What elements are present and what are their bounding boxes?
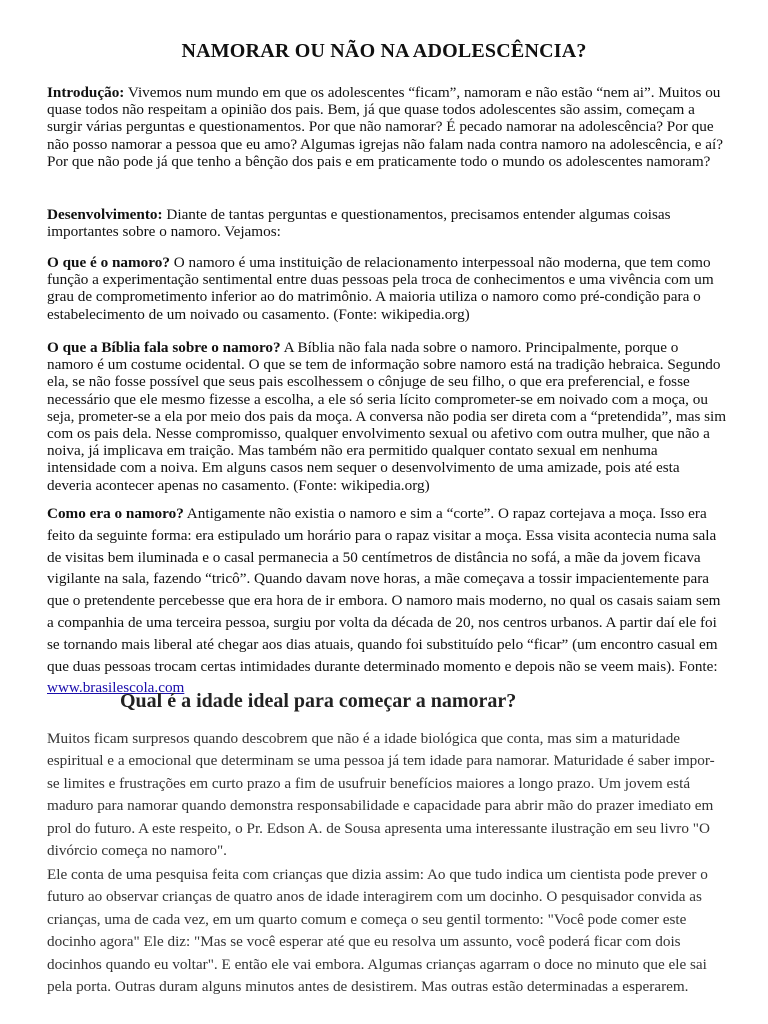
source-link[interactable]: www.brasilescola.com	[47, 679, 185, 697]
development-text: Diante de tantas perguntas e questionamentos, precisamos entender algumas coisas importantes sobre o namoro. Vejamos:	[47, 206, 671, 241]
development-paragraph	[47, 206, 727, 240]
what-is-text: O namoro é uma instituição de relacionamento interpessoal não moderna, que tem como função a experimentação sentimental entre duas pessoas pela troca de conhecimentos e uma vivência com um grau de comprometimento inferior ao do matrimônio. A maioria utiliza o namoro como pré-condição para o estabelecimento de um noivado ou casamento. (Fonte: wikipedia.org)	[47, 254, 714, 323]
research-paragraph: Ele conta de uma pesquisa feita com crianças que dizia assim: Ao que tudo indica um cientista pode prever o futuro ao observar crianças de quatro anos de idade interagirem com um docinho. O pesquisador convida as crianças, uma de cada vez, em um quarto comum e começa o seu gentil tormento: "Você pode comer este docinho agora" Ele diz: "Mas se você esperar até que eu resolva um assunto, você poderá ficar com dois docinhos quando eu voltar". E então ele vai embora. Algumas crianças agarram o doce no minuto que ele sai pela porta. Outras duram alguns minutos antes de desistirem. Mas outras estão determinadas a esperarem.	[47, 866, 708, 996]
intro-label: Introdução:	[47, 84, 125, 101]
how-was-label: Como era o namoro?	[47, 505, 184, 522]
bible-paragraph	[47, 339, 727, 494]
intro-paragraph	[47, 84, 727, 170]
how-was-paragraph	[47, 503, 727, 699]
bible-label: O que a Bíblia fala sobre o namoro?	[47, 339, 281, 356]
intro-text: Vivemos num mundo em que os adolescentes “ficam”, namoram e não estão “nem ai”. Muitos ou quase todos não respeitam a opinião dos pais. Bem, já que quase todos adolescentes são assim, começam a surgir várias perguntas e questionamentos. Por que não namorar? É pecado namorar na adolescência? Por que não posso namorar a pessoa que eu amo? Algumas igrejas não falam nada contra namoro na adolescência, e aí? Por que não pode já que tenho a bênção dos pais e em praticamente todo o mundo os adolescentes namoram?	[47, 84, 723, 170]
how-was-text: Antigamente não existia o namoro e sim a “corte”. O rapaz cortejava a moça. Isso era feito da seguinte forma: era estipulado um horário para o rapaz visitar a moça. Essa visita acontecia numa sala de visitas bem iluminada e o casal permanecia a 50 centímetros de distância no sofá, a mãe da jovem ficava vigilante na sala, fazendo “tricô”. Quando davam nove horas, a mãe começava a tossir impacientemente para que o pretendente percebesse que era hora de ir embora. O namoro mais moderno, no qual os casais saiam sem a companhia de uma terceira pessoa, surgiu por volta da década de 20, nos centros urbanos. A partir daí ele foi se tornando mais liberal até chegar aos dias atuais, quando foi substituído pelo “ficar” (um encontro casual em que duas pessoas trocam certas intimidades durante determinado momento e depois não se veem mais). Fonte:	[47, 505, 721, 675]
what-is-label: O que é o namoro?	[47, 254, 170, 271]
development-label: Desenvolvimento:	[47, 206, 163, 223]
section-subheading: Qual é a idade ideal para começar a namorar?	[120, 690, 517, 712]
page-title: NAMORAR OU NÃO NA ADOLESCÊNCIA?	[181, 40, 587, 62]
maturity-paragraph: Muitos ficam surpresos quando descobrem que não é a idade biológica que conta, mas sim a maturidade espiritual e a emocional que determinam se uma pessoa já tem idade para namorar. Maturidade é saber impor-se limites e frustrações em curto prazo a fim de usufruir benefícios maiores a longo prazo. Um jovem está maduro para namorar quando demonstra responsabilidade e capacidade para abrir mão do prazer imediato em prol do futuro. A este respeito, o Pr. Edson A. de Sousa apresenta uma interessante ilustração em seu livro "O divórcio começa no namoro".	[47, 730, 715, 860]
bible-text: A Bíblia não fala nada sobre o namoro. Principalmente, porque o namoro é um costume ocidental. O que se tem de informação sobre namoro está na tradição hebraica. Segundo ela, se não fosse possível que seus pais escolhessem o cônjuge de seu filho, o que era preferencial, e fosse necessário que ele mesmo fizesse a escolha, a ele só seria lícito comprometer-se em noivado com a moça, ou seja, prometer-se a ela por meio dos pais da moça. A conversa não podia ser direta com a “pretendida”, mas sim com os pais dela. Nesse compromisso, qualquer envolvimento sexual ou afetivo com outra mulher, que não a noiva, já implicava em traição. Mas também não era permitido qualquer contato sexual em nenhuma intensidade com a noiva. Em alguns casos nem sequer o desenvolvimento de uma amizade, pois até esta deveria acontecer apenas no casamento. (Fonte: wikipedia.org)	[47, 339, 727, 494]
what-is-paragraph	[47, 254, 727, 323]
